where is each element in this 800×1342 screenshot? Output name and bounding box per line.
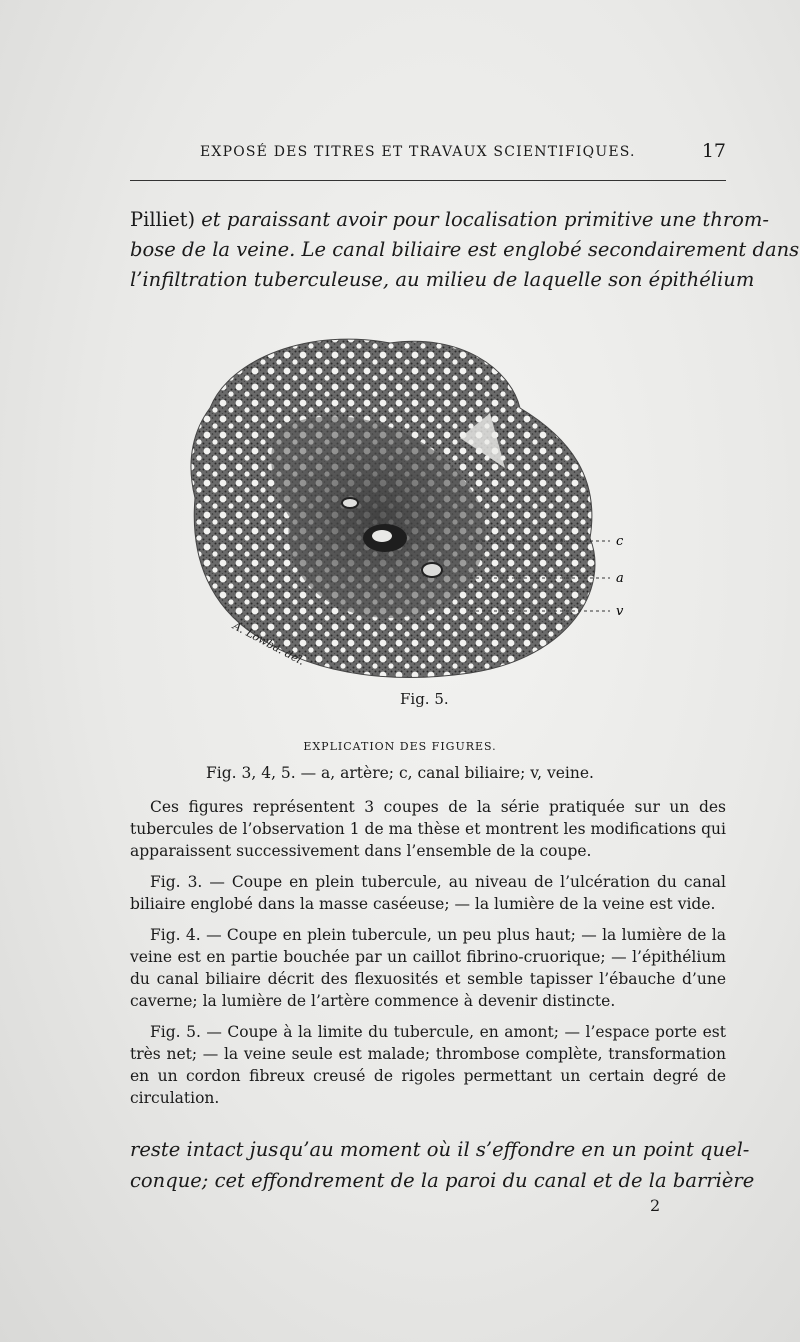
artery-lumen — [422, 563, 442, 577]
label-a: a — [616, 571, 624, 586]
closing-line: conque; cet effondrement de la paroi du canal et de la barrière — [130, 1169, 755, 1192]
page-header — [130, 140, 726, 168]
note-paragraph: Fig. 5. — Coupe à la limite du tubercule, en amont; — l’espace porte est très net; — la veine seule est malade; thrombose complète, transformation en un cordon fibreux creusé de rigoles permettant un certain degré de circulation. — [130, 1023, 726, 1107]
intro-line: l’infiltration tuberculeuse, au milieu de laquelle son épithélium — [130, 268, 755, 291]
intro-line: Pilliet) et paraissant avoir pour localisation primitive une throm- — [130, 208, 769, 231]
page-number: 17 — [701, 140, 726, 162]
label-v: v — [616, 604, 624, 619]
closing-paragraph — [130, 1134, 755, 1196]
intro-line: bose de la veine. Le canal biliaire est englobé secondairement dans — [130, 238, 800, 261]
explanation-title: EXPLICATION DES FIGURES. — [303, 740, 497, 753]
figure-notes — [130, 796, 726, 1118]
signature-mark: 2 — [650, 1196, 661, 1215]
header-rule — [130, 180, 726, 181]
engraver-signature: A. Lowba. del. — [230, 619, 307, 668]
figure-legend: Fig. 3, 4, 5. — a, artère; c, canal biliaire; v, veine. — [206, 764, 594, 782]
bile-duct-lumen — [342, 498, 358, 508]
note-paragraph: Fig. 4. — Coupe en plein tubercule, un peu plus haut; — la lumière de la veine est en partie bouchée par un caillot fibrino-cruorique; — l’épithélium du canal biliaire décrit des flexuosités et semble tapisser l’ébauche d’une caverne; la lumière de l’artère commence à devenir distincte. — [130, 926, 726, 1010]
vein-channel — [372, 530, 392, 542]
running-head: EXPOSÉ DES TITRES ET TRAVAUX SCIENTIFIQUES. — [200, 144, 636, 160]
intro-paragraph — [130, 205, 800, 295]
note-paragraph: Ces figures représentent 3 coupes de la série pratiquée sur un des tubercules de l’observation 1 de ma thèse et montrent les modifications qui apparaissent successivement dans l’ensemble de la coupe. — [130, 798, 726, 860]
closing-line: reste intact jusqu’au moment où il s’effondre en un point quel- — [130, 1138, 750, 1161]
figure-caption: Fig. 5. — [400, 690, 449, 708]
histology-figure — [170, 318, 650, 688]
label-c: c — [616, 534, 624, 549]
note-paragraph: Fig. 3. — Coupe en plein tubercule, au niveau de l’ulcération du canal biliaire englobé dans la masse caséeuse; — la lumière de la veine est vide. — [130, 873, 726, 913]
